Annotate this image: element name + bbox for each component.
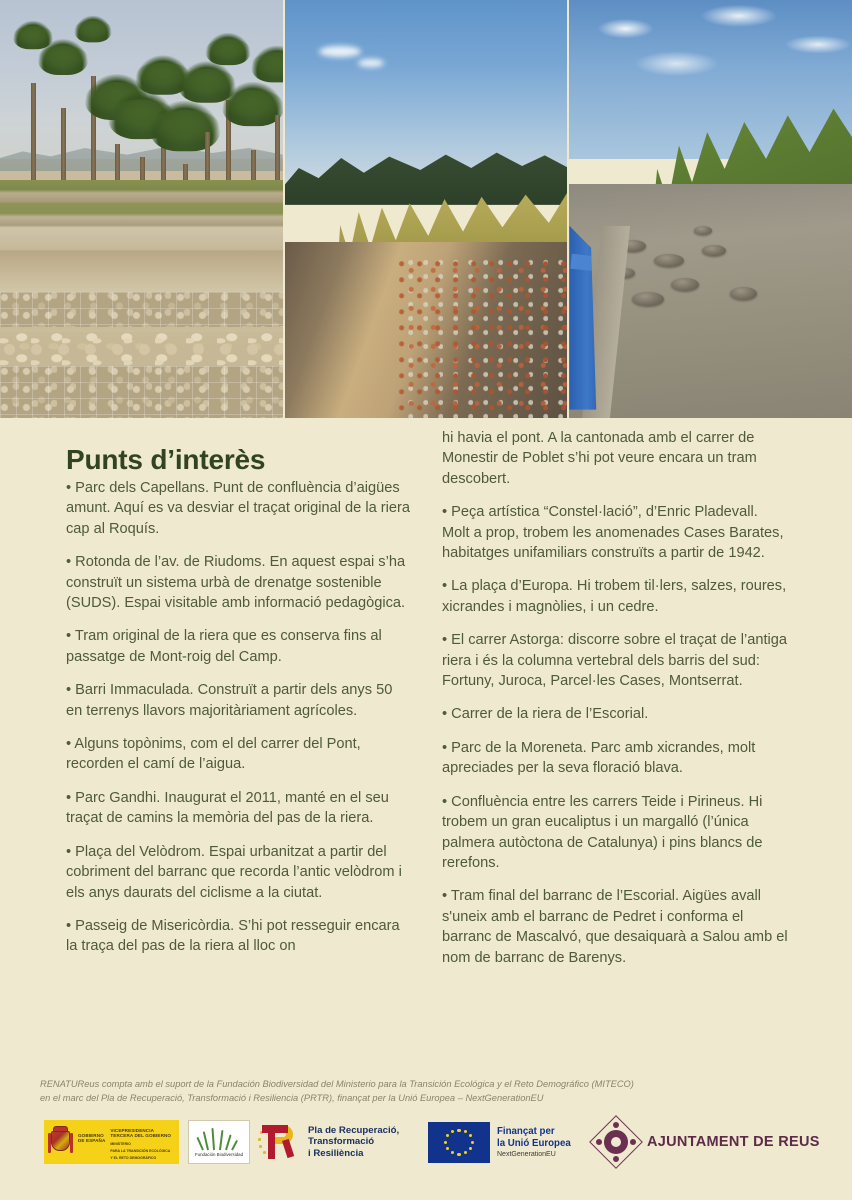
fundacion-caption: Fundación Biodiversidad — [194, 1151, 244, 1157]
logo-ajuntament-de-reus — [595, 1118, 820, 1166]
left-column — [66, 478, 412, 970]
photo-parc-dels-capellans-suds — [0, 0, 283, 418]
logo-prtr — [258, 1118, 418, 1166]
right-column — [442, 428, 788, 981]
ministerio-line-1: MINISTERIO — [110, 1141, 131, 1146]
cloud — [358, 59, 384, 67]
gabion-wall-upper — [0, 292, 283, 328]
palm-tree — [137, 92, 147, 188]
list-item: • Tram original de la riera que es conserva fins al passatge de Mont-roig del Camp. — [66, 628, 382, 665]
cloud — [319, 46, 361, 57]
page-title: Punts d’interès — [66, 444, 266, 475]
gobierno-line-2: DE ESPAÑA — [78, 1138, 106, 1144]
reus-label: AJUNTAMENT DE REUS — [647, 1134, 820, 1150]
ministerio-line-3: Y EL RETO DEMOGRÁFICO — [110, 1156, 157, 1160]
list-item: • Carrer de la riera de l’Escorial. — [442, 706, 649, 723]
photo-strip — [0, 0, 852, 418]
funding-disclaimer-line-2: en el marc del Pla de Recuperació, Transformació i Resiliencia (PRTR), finançat per la Unió Europea – NextGenerationEU — [40, 1092, 544, 1103]
stone — [632, 292, 664, 306]
vicepresidencia-line-1: VICEPRESIDENCIA — [110, 1127, 154, 1133]
list-item: • Parc dels Capellans. Punt de confluència d’aigües amunt. Aquí es va desviar el traçat original de la riera cap al Roquís. — [66, 480, 410, 537]
eu-line-2: la Unió Europea — [497, 1137, 571, 1149]
list-item: • Tram final del barranc de l’Escorial. Aigües avall s'uneix amb el barranc de Pedret i conforma el barranc de Mascalvó, que desaiquarà a Salou amb el nom de barranc de Barenys. — [442, 888, 788, 966]
list-item: • Plaça del Velòdrom. Espai urbanitzat a partir del cobriment del barranc que recorda l’antic velòdrom i els anys daurats del ciclisme a la ciutat. — [66, 843, 402, 901]
gabion-wall-lower — [0, 366, 283, 418]
leaf-litter — [398, 259, 568, 418]
eu-flag-icon — [428, 1122, 490, 1163]
palm-tree — [180, 103, 190, 188]
eu-label — [497, 1126, 571, 1158]
photo-cami-de-terra-amb-canyes — [285, 0, 568, 418]
prtr-line-2: Transformació — [308, 1136, 375, 1148]
stone — [730, 287, 757, 300]
grass-icon — [199, 1128, 239, 1150]
list-item: • Parc Gandhi. Inaugurat el 2011, manté en el seu traçat de camins la memòria del pas de la riera. — [66, 789, 389, 827]
terraces — [0, 180, 283, 418]
funding-disclaimer-line-1: RENATUReus compta amb el suport de la Fundación Biodiversidad del Ministerio para la Transición Ecológica y el Reto Demográfico (MITECO) — [40, 1079, 634, 1089]
palm-grove — [23, 4, 283, 188]
list-item: • Parc de la Moreneta. Parc amb xicrandes, molt apreciades per la seva floració blava. — [442, 739, 756, 777]
list-item: • La plaça d’Europa. Hi trobem til·lers, salzes, roures, xicrandes i magnòlies, i un cedre. — [442, 578, 787, 615]
spanish-coat-of-arms-icon — [48, 1126, 73, 1158]
list-item: • El carrer Astorga: discorre sobre el traçat de l’antiga riera i és la columna vertebral dels barris del sud: Fortuny, Juroca, Parcel·les Cases, Montserrat. — [442, 632, 787, 690]
list-item: • Confluència entre les carrers Teide i Pirineus. Hi trobem un gran eucaliptus i un margalló (l’única palmera autòctona de Catalunya) i pins blancs de rerefons. — [442, 793, 763, 871]
list-item: • Peça artística “Constel·lació”, d’Enric Pladevall. Molt a prop, trobem les anomenades Cases Barates, habitatges unifamiliars construïts a partir de 1942. — [442, 504, 784, 562]
palm-tree — [28, 12, 38, 189]
funding-disclaimer — [40, 1078, 740, 1105]
eu-line-3: NextGenerationEU — [497, 1151, 556, 1159]
list-item: • Barri Immaculada. Construït a partir dels anys 50 en terrenys llavors majoritàriament agrícoles. — [66, 682, 393, 719]
palm-tree — [202, 59, 212, 188]
sky — [569, 0, 852, 159]
palm-tree — [58, 34, 68, 188]
prtr-line-3: i Resiliència — [308, 1147, 364, 1159]
stone — [694, 226, 712, 235]
ministerio-line-2: PARA LA TRANSICIÓN ECOLÓGICA — [110, 1148, 171, 1153]
palm-tree — [248, 81, 258, 188]
gobierno-line-1: GOBIERNO — [78, 1132, 104, 1138]
logo-fundacion-biodiversidad — [188, 1120, 250, 1164]
stone — [671, 278, 699, 291]
list-item: • Rotonda de l’av. de Riudoms. En aquest espai s’ha construït un sistema urbà de drenatge sostenible (SUDS). Espai visitable amb informació pedagògica. — [66, 554, 406, 612]
vicepresidencia-line-2: TERCERA DEL GOBIERNO — [110, 1133, 172, 1139]
logo-gobierno-de-espana — [44, 1120, 179, 1164]
logo-european-union — [428, 1120, 593, 1164]
sky — [285, 0, 568, 188]
stone — [702, 245, 726, 256]
logo-bar — [0, 1114, 852, 1178]
palm-tree — [272, 41, 282, 188]
prtr-line-1: Pla de Recuperació, — [308, 1124, 400, 1136]
prtr-emblem-icon — [258, 1121, 302, 1163]
list-item: • Alguns topònims, com el del carrer del Pont, recorden el camí de l’aigua. — [66, 736, 361, 773]
eu-line-1: Finançat per — [497, 1125, 555, 1137]
list-item: • Passeig de Misericòrdia. S’hi pot resseguir encara la traça del pas de la riera al lloc on — [66, 917, 400, 955]
list-item-continuation: hi havia el pont. A la cantonada amb el carrer de Monestir de Poblet s’hi pot veure encara un tram descobert. — [442, 430, 757, 487]
photo-llera-formigonada — [569, 0, 852, 418]
prtr-label — [308, 1125, 399, 1159]
stone — [654, 254, 684, 267]
reus-rose-emblem-icon — [595, 1121, 637, 1163]
